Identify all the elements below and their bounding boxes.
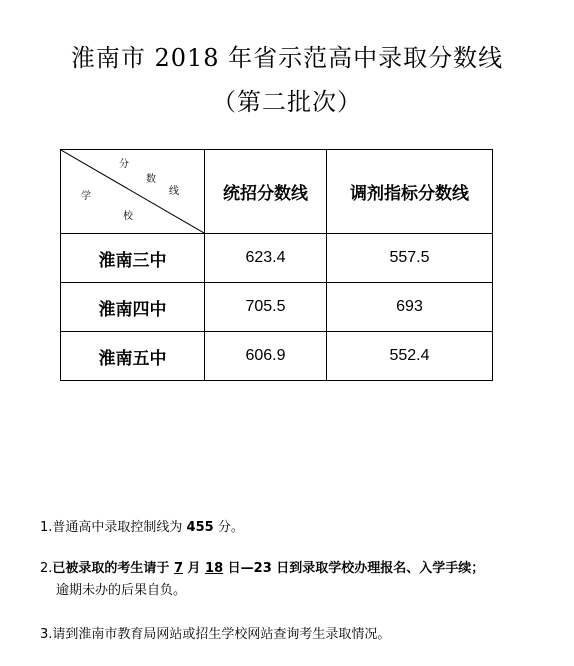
note-2-date-month: 7 [173,561,183,576]
school-name: 淮南五中 [61,332,205,381]
diagonal-header-cell [61,150,205,234]
table-header-row [61,150,493,234]
table-row [61,234,493,283]
corner-label-shu: 数 [146,174,156,185]
header-adjusted-score: 调剂指标分数线 [327,150,493,234]
header-general-score: 统招分数线 [205,150,327,234]
corner-label-xian: 线 [169,186,179,197]
general-score: 705.5 [205,283,327,332]
note-query-info: 3.请到淮南市教育局网站或招生学校网站查询考生录取情况。 [40,627,391,642]
adjusted-score: 557.5 [327,234,493,283]
note-control-line [40,516,244,535]
corner-label-fen: 分 [119,159,129,170]
corner-label-xiao: 校 [123,211,133,222]
score-table [60,149,493,381]
school-name: 淮南四中 [61,283,205,332]
general-score: 606.9 [205,332,327,381]
note-1-suffix: 分。 [213,520,244,535]
note-enrollment-warning: 逾期未办的后果自负。 [56,583,187,598]
corner-label-xue: 学 [81,191,91,202]
adjusted-score: 693 [327,283,493,332]
page-title: 淮南市 2018 年省示范高中录取分数线 [70,44,504,72]
page-subtitle: （第二批次） [212,88,362,116]
note-1-value: 455 [186,520,214,535]
note-2-prefix: 2. [40,561,53,576]
note-2-mid1: 月 [182,561,206,576]
note-2-mid2: 日—23 日到录取学校办理报名、入学手续； [223,561,485,576]
school-name: 淮南三中 [61,234,205,283]
note-enrollment-dates [40,557,484,576]
note-2-date-day: 18 [205,561,224,576]
table-row [61,283,493,332]
note-2-part1: 已被录取的考生请于 [52,561,174,576]
table-row [61,332,493,381]
adjusted-score: 552.4 [327,332,493,381]
note-1-prefix: 1.普通高中录取控制线为 [40,520,187,535]
general-score: 623.4 [205,234,327,283]
